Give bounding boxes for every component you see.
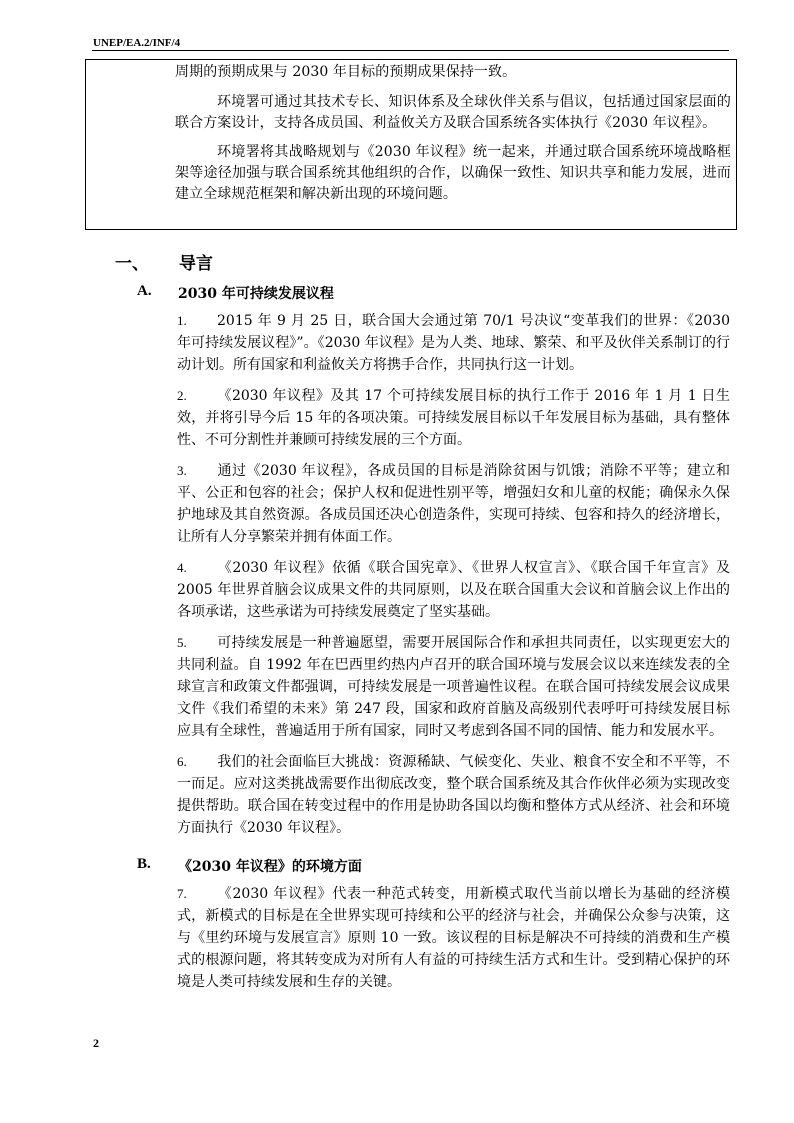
page-number: 2 xyxy=(93,1036,99,1050)
section-number: 一、 xyxy=(115,254,149,274)
box-paragraph-1: 周期的预期成果与 2030 年目标的预期成果保持一致。 xyxy=(175,64,517,80)
paragraph-number: 1. xyxy=(177,313,187,328)
paragraph-number: 5. xyxy=(177,635,187,650)
paragraph-text: 通过《2030 年议程》，各成员国的目标是消除贫困与饥饿；消除不平等；建立和平、公正和包容的社会；保护人权和促进性别平等，增强妇女和儿童的权能；确保永久保护地球及其自然资源。各成员国还决心创造条件，实现可持续、包容和持久的经济增长，让所有人分享繁荣并拥有体面工作。 xyxy=(177,463,730,545)
paragraph-number: 6. xyxy=(177,754,187,769)
paragraph-number: 4. xyxy=(177,560,187,575)
boxed-text-frame xyxy=(85,59,737,230)
boxed-text-content xyxy=(175,62,731,213)
document-symbol: UNEP/EA.2/INF/4 xyxy=(93,37,181,49)
section-heading-introduction xyxy=(115,249,213,274)
paragraph-text: 2015 年 9 月 25 日，联合国大会通过第 70/1 号决议“变革我们的世界：《2030 年可持续发展议程》”。《2030 年议程》是为人类、地球、繁荣、和平及伙伴关系制订的行动计划。所有国家和利益攸关方将携手合作，共同执行这一计划。 xyxy=(177,313,730,373)
section-title: 导言 xyxy=(179,254,213,274)
numbered-paragraph xyxy=(177,883,730,993)
paragraph-number: 2. xyxy=(177,388,187,403)
paragraph-text: 《2030 年议程》及其 17 个可持续发展目标的执行工作于 2016 年 1 月 1 日生效，并将引导今后 15 年的各项决策。可持续发展目标以千年发展目标为基础，具有整体性、不可分割性并兼顾可持续发展的三个方面。 xyxy=(177,388,730,448)
paragraphs-section-a xyxy=(177,310,730,848)
paragraph-number: 3. xyxy=(177,463,187,478)
subsection-heading-a xyxy=(137,283,334,303)
box-paragraph-2: 环境署可通过其技术专长、知识体系及全球伙伴关系与倡议，包括通过国家层面的联合方案设计，支持各成员国、利益攸关方及联合国系统各实体执行《2030 年议程》。 xyxy=(175,94,731,131)
numbered-paragraph xyxy=(177,557,730,623)
paragraph-text: 可持续发展是一种普遍愿望，需要开展国际合作和承担共同责任，以实现更宏大的共同利益。自 1992 年在巴西里约热内卢召开的联合国环境与发展会议以来连续发表的全球宣言和政策文件都强调，可持续发展是一项普遍性议程。在联合国可持续发展会议成果文件《我们希望的未来》第 247 段，国家和政府首脑及高级别代表呼吁可持续发展目标应具有全球性，普遍适用于所有国家，同时又考虑到各国不同的国情、能力和发展水平。 xyxy=(177,635,730,739)
paragraphs-section-b xyxy=(177,883,730,1002)
header-divider xyxy=(92,50,729,51)
paragraph-text: 《2030 年议程》代表一种范式转变，用新模式取代当前以增长为基础的经济模式，新模式的目标是在全世界实现可持续和公平的经济与社会，并确保公众参与决策，这与《里约环境与发展宣言》原则 10 一致。该议程的目标是解决不可持续的消费和生产模式的根源问题，将其转变成为对所有人有益的可持续生活方式和生计。受到精心保护的环境是人类可持续发展和生存的关键。 xyxy=(177,886,730,990)
numbered-paragraph xyxy=(177,751,730,839)
subsection-letter: A. xyxy=(137,283,152,299)
subsection-title: 《2030 年议程》的环境方面 xyxy=(178,859,362,875)
numbered-paragraph xyxy=(177,632,730,742)
numbered-paragraph xyxy=(177,460,730,548)
subsection-heading-b xyxy=(137,856,362,876)
paragraph-text: 《2030 年议程》依循《联合国宪章》、《世界人权宣言》、《联合国千年宣言》及 2005 年世界首脑会议成果文件的共同原则，以及在联合国重大会议和首脑会议上作出的各项承诺，这些承诺为可持续发展奠定了坚实基础。 xyxy=(177,560,730,620)
box-paragraph-3: 环境署将其战略规划与《2030 年议程》统一起来，并通过联合国系统环境战略框架等途径加强与联合国系统其他组织的合作，以确保一致性、知识共享和能力发展，进而建立全球规范框架和解决新出现的环境问题。 xyxy=(175,144,731,202)
numbered-paragraph xyxy=(177,310,730,376)
paragraph-text: 我们的社会面临巨大挑战：资源稀缺、气候变化、失业、粮食不安全和不平等，不一而足。应对这类挑战需要作出彻底改变，整个联合国系统及其合作伙伴必须为实现改变提供帮助。联合国在转变过程中的作用是协助各国以均衡和整体方式从经济、社会和环境方面执行《2030 年议程》。 xyxy=(177,754,730,836)
paragraph-number: 7. xyxy=(177,886,187,901)
numbered-paragraph xyxy=(177,385,730,451)
subsection-title: 2030 年可持续发展议程 xyxy=(178,286,334,302)
subsection-letter: B. xyxy=(137,856,151,872)
